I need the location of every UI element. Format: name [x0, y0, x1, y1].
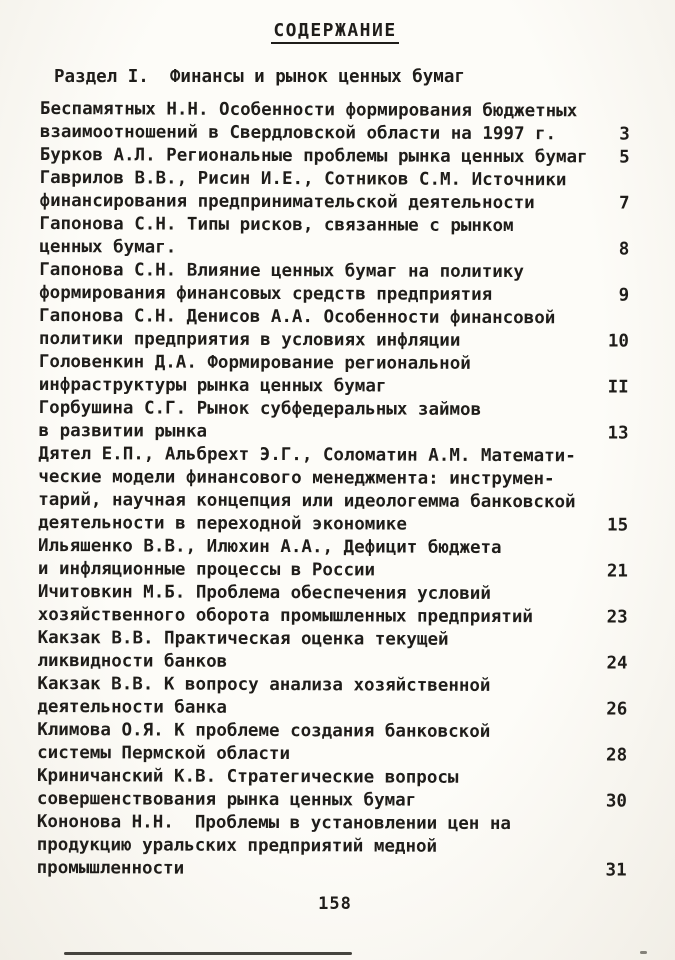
toc-entry-line — [38, 558, 628, 584]
toc-entry-text: Гапонова С.Н. Денисов А.А. Особенности финансовой — [39, 305, 556, 329]
scan-artifact-dot — [640, 951, 647, 954]
toc-entry-text: политики предприятия в условиях инфляции — [38, 328, 461, 351]
toc-entry-text: тарий, научная концепция или идеологемма банковской — [38, 489, 576, 513]
toc-entry-page-number: 5 — [619, 147, 630, 168]
toc-entry-text: Головенкин Д.А. Формирование региональной — [38, 351, 471, 374]
toc-entry-text: деятельности банка — [37, 696, 228, 718]
toc-entry-line — [38, 512, 628, 538]
toc-entry-text: совершенствования рынка ценных бумаг — [36, 788, 417, 811]
toc-entry-text: Какзак В.В. К вопросу анализа хозяйственной — [37, 673, 491, 696]
toc-entry-text: Бурков А.Л. Региональные проблемы рынка ценных бумаг — [39, 144, 588, 168]
toc-entry-line — [39, 397, 629, 423]
toc-entry-page-number: 21 — [606, 561, 628, 582]
toc-entry-line — [37, 811, 627, 837]
toc-entry-text: Беспамятных Н.Н. Особенности формирования бюджетных — [39, 98, 578, 122]
toc-entry-text: Кононова Н.Н. Проблемы в установлении цен на — [36, 811, 512, 835]
toc-entry-text: ческие модели финансового менеджмента: инструмен- — [38, 466, 555, 490]
toc-entry-line — [38, 466, 628, 492]
toc-entry-line — [37, 788, 627, 814]
toc-entry-text: Гапонова С.Н. Типы рисков, связанные с рынком — [39, 213, 514, 237]
toc-entry-text: Ильяшенко В.В., Илюхин А.А., Дефицит бюджета — [38, 535, 502, 559]
toc-entry-line — [37, 696, 627, 722]
toc-entry-text: хозяйственного оборота промышленных предприятий — [37, 604, 533, 628]
toc-entry-text: и инфляционные процессы в России — [37, 558, 376, 581]
toc-entry-text: финансирования предпринимательской деятельности — [39, 190, 535, 214]
toc-entry-line — [39, 213, 629, 239]
toc-entry-line — [40, 144, 630, 170]
page-title: СОДЕРЖАНИЕ — [271, 20, 398, 44]
toc-entry-line — [39, 190, 629, 216]
toc-entry-line — [38, 627, 628, 653]
toc-entry-text: деятельности в переходной экономике — [38, 512, 407, 535]
toc-entry-page-number: 7 — [618, 193, 630, 214]
toc-entries — [37, 98, 630, 883]
toc-entry-text: ликвидности банков — [37, 650, 228, 672]
toc-entry-line — [38, 443, 628, 469]
toc-entry-page-number: 13 — [607, 423, 629, 444]
toc-entry-line — [40, 98, 630, 124]
toc-entry-page-number: II — [607, 377, 629, 398]
toc-entry-line — [37, 673, 627, 699]
toc-entry-line — [38, 535, 628, 561]
toc-entry-page-number: 30 — [605, 791, 627, 812]
toc-entry-line — [39, 305, 629, 331]
toc-entry-text: промышленности — [36, 857, 185, 879]
toc-entry-page-number: 24 — [606, 653, 628, 674]
toc-entry-line — [39, 282, 629, 308]
toc-entry-page-number: 23 — [606, 607, 628, 628]
toc-entry-text: Гапонова С.Н. Влияние ценных бумаг на политику — [39, 259, 524, 283]
toc-entry-page-number: 15 — [607, 515, 629, 536]
folio-page-number: 158 — [318, 894, 352, 914]
toc-entry-line — [39, 328, 629, 354]
toc-entry-page-number: 8 — [618, 239, 630, 260]
toc-entry-line — [37, 742, 627, 768]
toc-entry-line — [38, 489, 628, 515]
toc-entry-line — [38, 581, 628, 607]
toc-entry-text: взаимоотношений в Свердловской области на 1997 г. — [39, 121, 557, 145]
toc-entry-line — [40, 121, 630, 147]
toc-entry-line — [37, 650, 627, 676]
toc-entry-page-number: 28 — [606, 745, 628, 766]
toc-entry-line — [37, 857, 627, 883]
section-heading: Раздел I. Финансы и рынок ценных бумаг — [54, 67, 465, 87]
toc-entry-page-number: 31 — [605, 860, 627, 881]
title-row — [40, 20, 630, 44]
toc-entry-text: Криничанский К.В. Стратегические вопросы — [36, 765, 459, 788]
toc-entry-text: системы Пермской области — [37, 742, 291, 765]
toc-entry-text: Гаврилов В.В., Рисин И.Е., Сотников С.М. Источники — [39, 167, 567, 191]
toc-entry-text: Дятел Е.П., Альбрехт Э.Г., Соломатин А.М. Математи- — [38, 443, 576, 467]
toc-entry-line — [37, 719, 627, 745]
toc-entry-line — [39, 374, 629, 400]
toc-entry-text: ценных бумаг. — [39, 236, 177, 258]
toc-entry-page-number: 3 — [619, 124, 630, 145]
toc-entry-text: в развитии рынка — [38, 420, 208, 442]
toc-entry-line — [39, 236, 629, 262]
toc-entry-line — [38, 604, 628, 630]
toc-entry-text: Климова О.Я. К проблеме создания банковской — [37, 719, 491, 742]
toc-entry-text: Горбушина С.Г. Рынок субфедеральных займов — [38, 397, 482, 420]
toc-entry-line — [37, 765, 627, 791]
toc-entry-page-number: 26 — [606, 699, 628, 720]
toc-entry-text: формирования финансовых средств предприятия — [39, 282, 493, 305]
toc-entry-line — [39, 259, 629, 285]
toc-entry-text: Ичитовкин М.Б. Проблема обеспечения условий — [37, 581, 491, 604]
scan-artifact-line — [64, 952, 352, 955]
toc-entry-page-number: 10 — [607, 331, 629, 352]
toc-entry-line — [39, 351, 629, 377]
toc-entry-line — [40, 167, 630, 193]
toc-entry-text: продукцию уральских предприятий медной — [36, 834, 438, 857]
toc-entry-text: инфраструктуры рынка ценных бумаг — [38, 374, 387, 397]
toc-entry-text: Какзак В.В. Практическая оценка текущей — [37, 627, 449, 650]
toc-entry-page-number: 9 — [618, 285, 630, 306]
toc-entry-line — [38, 420, 628, 446]
toc-entry-line — [37, 834, 627, 860]
